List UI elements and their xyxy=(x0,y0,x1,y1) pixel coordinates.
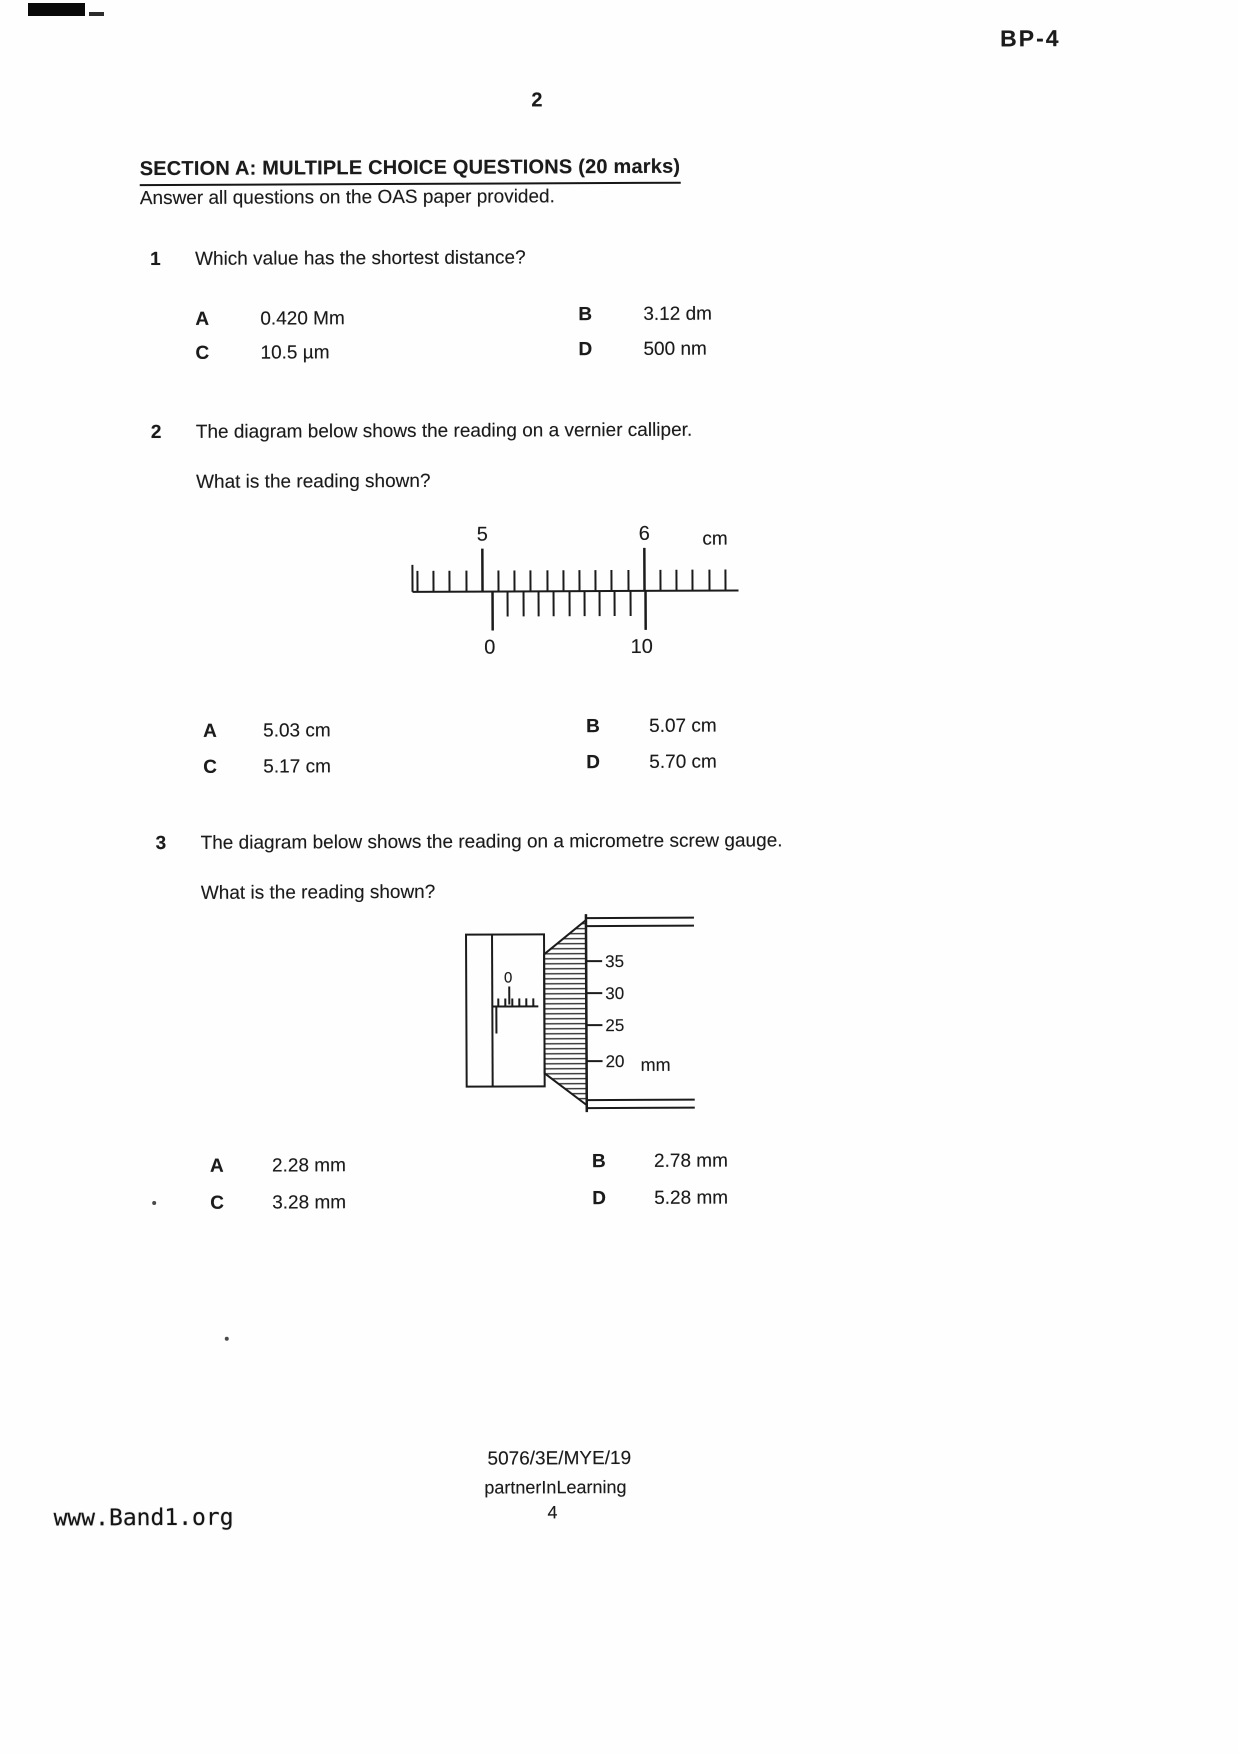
question-1-number: 1 xyxy=(150,248,161,271)
q3-option-c-value: 3.28 mm xyxy=(272,1192,347,1214)
thimble-body-top xyxy=(586,918,694,926)
q2-option-a-value: 5.03 cm xyxy=(263,720,331,742)
watermark-url: www.Band1.org xyxy=(53,1504,234,1532)
sleeve-scale-marks xyxy=(492,986,538,1033)
q1-option-d-value: 500 nm xyxy=(643,338,707,360)
q1-option-b-label: B xyxy=(578,304,593,326)
q2-option-b-value: 5.07 cm xyxy=(649,715,717,737)
thimble-bevel-hatched xyxy=(544,920,587,1105)
q3-option-b-value: 2.78 mm xyxy=(653,1150,728,1172)
q2-option-d-value: 5.70 cm xyxy=(649,751,717,773)
micrometer-unit-label: mm xyxy=(640,1054,671,1075)
footer-paper-code: 5076/3E/MYE/19 xyxy=(487,1447,632,1470)
vernier-unit-label: cm xyxy=(702,528,728,550)
q1-option-a-value: 0.420 Mm xyxy=(260,308,345,330)
spindle-frame xyxy=(466,934,545,1086)
question-2-prompt: What is the reading shown? xyxy=(195,470,431,493)
page-number-bottom: 4 xyxy=(547,1502,558,1523)
thimble-label-20: 20 xyxy=(605,1051,625,1072)
q3-option-c-label: C xyxy=(210,1192,224,1214)
section-instruction: Answer all questions on the OAS paper provided. xyxy=(139,186,555,210)
main-scale-label-6: 6 xyxy=(638,522,650,545)
thimble-body-bottom xyxy=(587,1100,695,1108)
q2-option-c-value: 5.17 cm xyxy=(263,756,331,778)
booklet-code: BP-4 xyxy=(1000,25,1061,52)
q1-option-c-label: C xyxy=(195,342,210,364)
question-3-text: The diagram below shows the reading on a micrometre screw gauge. xyxy=(200,830,783,854)
main-scale-baseline xyxy=(412,563,738,591)
question-3-number: 3 xyxy=(155,832,167,855)
question-3-prompt: What is the reading shown? xyxy=(200,881,436,904)
q2-option-d-label: D xyxy=(586,752,601,774)
q1-option-d-label: D xyxy=(578,339,593,361)
q3-option-a-value: 2.28 mm xyxy=(271,1155,346,1177)
question-2-number: 2 xyxy=(150,421,162,444)
q3-option-d-label: D xyxy=(592,1188,606,1210)
thimble-label-30: 30 xyxy=(605,983,625,1004)
section-title: SECTION A: MULTIPLE CHOICE QUESTIONS (20 marks) xyxy=(140,156,681,186)
thimble-scale-ticks xyxy=(586,961,602,1061)
scan-speck xyxy=(152,1201,156,1205)
scan-speck xyxy=(225,1337,229,1341)
thimble-label-35: 35 xyxy=(605,951,625,972)
sleeve-scale-label: 0 xyxy=(503,969,513,987)
vernier-label-10: 10 xyxy=(630,635,653,658)
question-1-text: Which value has the shortest distance? xyxy=(195,247,526,270)
footer-brand: partnerInLearning xyxy=(484,1476,627,1498)
q1-option-a-label: A xyxy=(195,308,210,330)
q3-option-a-label: A xyxy=(209,1155,224,1177)
vernier-label-0: 0 xyxy=(484,636,496,659)
q2-option-b-label: B xyxy=(586,716,600,738)
question-2-text: The diagram below shows the reading on a vernier calliper. xyxy=(195,419,693,443)
q1-option-c-value: 10.5 µm xyxy=(260,342,330,364)
page-number-top: 2 xyxy=(531,89,543,112)
q3-option-b-label: B xyxy=(591,1151,606,1173)
q3-option-d-value: 5.28 mm xyxy=(654,1187,729,1209)
q1-option-b-value: 3.12 dm xyxy=(643,303,713,325)
spindle-inner-edge xyxy=(492,935,493,1087)
thimble-edge xyxy=(586,914,587,1112)
micrometer-diagram xyxy=(456,906,707,1121)
q2-option-a-label: A xyxy=(203,720,217,742)
vernier-calliper-diagram xyxy=(404,515,755,687)
thimble-label-25: 25 xyxy=(605,1015,625,1036)
vernier-minor-ticks xyxy=(508,591,631,617)
q2-option-c-label: C xyxy=(203,756,218,778)
main-scale-label-5: 5 xyxy=(476,523,488,546)
main-scale-minor-ticks xyxy=(417,570,725,592)
